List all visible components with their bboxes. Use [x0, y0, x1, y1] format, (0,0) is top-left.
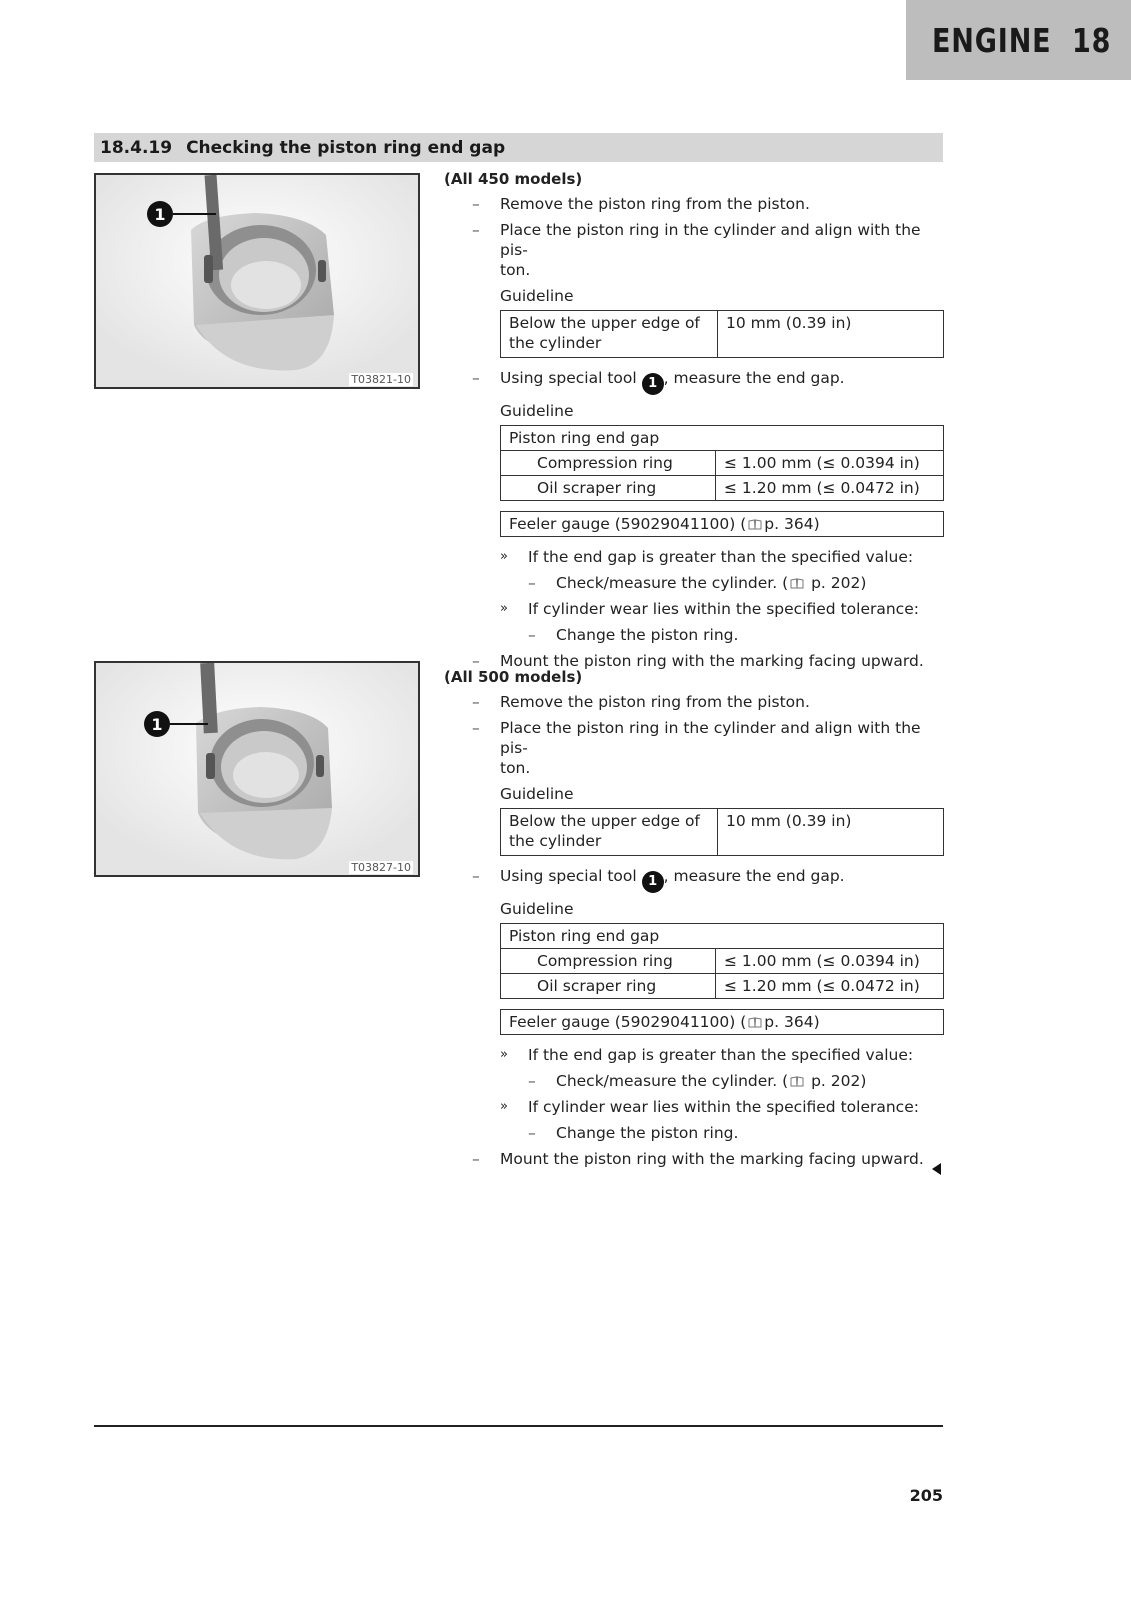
step-remove-ring: – Remove the piston ring from the piston.	[472, 693, 810, 711]
chapter-number: 18	[1071, 20, 1112, 60]
sub-action: – Change the piston ring.	[528, 1124, 739, 1142]
table-title: Piston ring end gap	[501, 426, 944, 451]
gap-position-table	[500, 808, 944, 856]
special-tool-box: Feeler gauge (59029041100) ( p. 364)	[500, 1009, 944, 1035]
page-reference-link[interactable]: p. 364)	[764, 1013, 820, 1031]
end-gap-table	[500, 923, 944, 999]
procedure-450	[444, 170, 944, 671]
step-mount-ring: – Mount the piston ring with the marking facing upward.	[472, 652, 924, 670]
figure-cylinder-450	[94, 173, 420, 389]
table-row	[501, 311, 944, 358]
end-of-section-icon	[932, 1163, 941, 1175]
table-row	[501, 949, 944, 974]
book-reference-icon	[790, 578, 804, 589]
table-cell-value: ≤ 1.00 mm (≤ 0.0394 in)	[716, 949, 944, 974]
guideline-label: Guideline	[500, 785, 574, 803]
procedure-500	[444, 668, 944, 1169]
table-cell-value: ≤ 1.20 mm (≤ 0.0472 in)	[716, 476, 944, 501]
sub-action: – Check/measure the cylinder. ( p. 202)	[528, 574, 867, 592]
step-mount-ring: – Mount the piston ring with the marking facing upward.	[472, 1150, 924, 1168]
table-row	[501, 924, 944, 949]
step-measure-gap: – Using special tool 1 , measure the end gap.	[444, 368, 944, 395]
condition: » If the end gap is greater than the specified value:	[500, 548, 914, 566]
sub-action: – Check/measure the cylinder. ( p. 202)	[528, 1072, 867, 1090]
chapter-tab	[906, 0, 1131, 80]
table-row	[501, 476, 944, 501]
guideline-label: Guideline	[500, 900, 574, 918]
guideline-label: Guideline	[500, 287, 574, 305]
table-row	[501, 426, 944, 451]
callout-ref: 1	[642, 871, 664, 893]
step-place-ring: – Place the piston ring in the cylinder and align with the pis- ton.	[472, 221, 921, 279]
figure-cylinder-500	[94, 661, 420, 877]
page-reference-link[interactable]: p. 202)	[811, 574, 867, 592]
figure-code: T03821-10	[351, 373, 411, 386]
page-number: 205	[909, 1486, 943, 1505]
table-cell-name: Compression ring	[501, 451, 716, 476]
gap-position-table	[500, 310, 944, 358]
table-cell-label: Below the upper edge of the cylinder	[501, 311, 718, 358]
table-cell-value: 10 mm (0.39 in)	[718, 809, 944, 856]
table-title: Piston ring end gap	[501, 924, 944, 949]
section-number: 18.4.19	[100, 137, 173, 158]
table-cell-label: Below the upper edge of the cylinder	[501, 809, 718, 856]
condition: » If cylinder wear lies within the specified tolerance:	[500, 600, 919, 618]
condition: » If cylinder wear lies within the specified tolerance:	[500, 1098, 919, 1116]
cylinder-photo-image	[96, 175, 418, 387]
section-heading	[94, 133, 943, 162]
sub-action: – Change the piston ring.	[528, 626, 739, 644]
book-reference-icon	[790, 1076, 804, 1087]
step-measure-gap: – Using special tool 1 , measure the end gap.	[444, 866, 944, 893]
chapter-title	[932, 21, 1111, 60]
special-tool-box: Feeler gauge (59029041100) ( p. 364)	[500, 511, 944, 537]
table-cell-value: 10 mm (0.39 in)	[718, 311, 944, 358]
cylinder-photo-image	[96, 663, 418, 875]
model-heading: (All 500 models)	[444, 668, 583, 686]
callout-ref: 1	[642, 373, 664, 395]
page-reference-link[interactable]: p. 202)	[811, 1072, 867, 1090]
step-remove-ring: – Remove the piston ring from the piston.	[472, 195, 810, 213]
figure-code: T03827-10	[351, 861, 411, 874]
book-reference-icon	[748, 519, 762, 530]
table-cell-value: ≤ 1.20 mm (≤ 0.0472 in)	[716, 974, 944, 999]
callout-1: 1	[144, 711, 170, 737]
guideline-label: Guideline	[500, 402, 574, 420]
table-cell-name: Oil scraper ring	[501, 476, 716, 501]
end-gap-table	[500, 425, 944, 501]
table-cell-name: Oil scraper ring	[501, 974, 716, 999]
book-reference-icon	[748, 1017, 762, 1028]
table-row	[501, 451, 944, 476]
footer-rule	[94, 1425, 943, 1427]
table-cell-name: Compression ring	[501, 949, 716, 974]
callout-1: 1	[147, 201, 173, 227]
table-row	[501, 974, 944, 999]
chapter-name: ENGINE	[932, 20, 1052, 60]
page-reference-link[interactable]: p. 364)	[764, 515, 820, 533]
model-heading: (All 450 models)	[444, 170, 583, 188]
section-title: Checking the piston ring end gap	[186, 137, 506, 158]
table-row	[501, 809, 944, 856]
condition: » If the end gap is greater than the specified value:	[500, 1046, 914, 1064]
table-cell-value: ≤ 1.00 mm (≤ 0.0394 in)	[716, 451, 944, 476]
step-place-ring: – Place the piston ring in the cylinder and align with the pis- ton.	[472, 719, 921, 777]
